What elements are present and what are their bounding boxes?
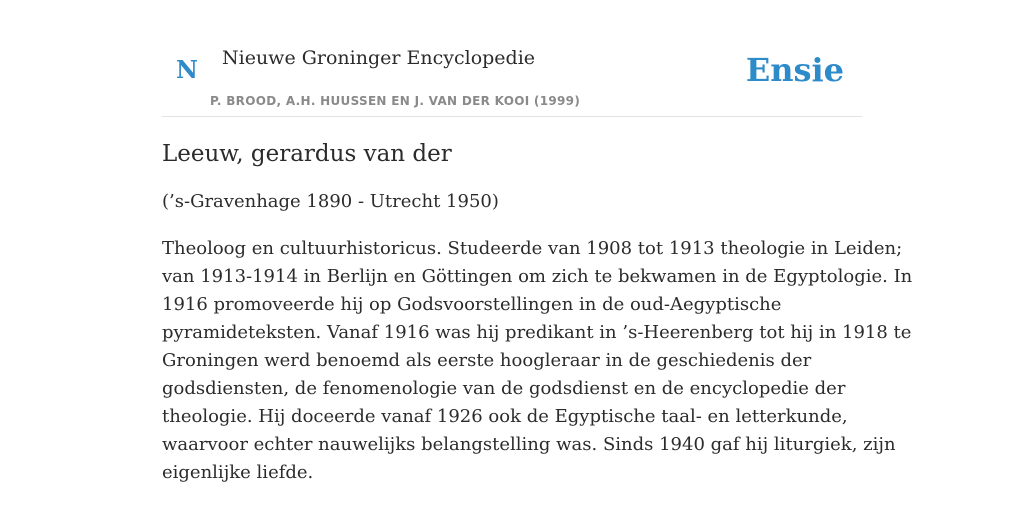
article-dates: (’s-Gravenhage 1890 - Utrecht 1950) [162, 191, 499, 212]
encyclopedia-title[interactable]: Nieuwe Groninger Encyclopedie [222, 47, 536, 69]
article-body-line: waarvoor echter nauwelijks belangstelling was. Sinds 1940 gaf hij liturgiek, zijn [162, 434, 896, 455]
encyclopedia-authors: P. BROOD, A.H. HUUSSEN EN J. VAN DER KOOI (1999) [210, 94, 581, 108]
encyclopedia-logo[interactable]: N [176, 55, 198, 84]
article [162, 136, 913, 487]
article-body-line: godsdiensten, de fenomenologie van de godsdienst en de encyclopedie der [162, 378, 846, 399]
article-body-line: eigenlijke liefde. [162, 462, 314, 483]
article-body [162, 235, 913, 487]
article-body-line: van 1913-1914 in Berlijn en Göttingen om zich te bekwamen in de Egyptologie. In [162, 266, 913, 287]
article-body-line: Theoloog en cultuurhistoricus. Studeerde van 1908 tot 1913 theologie in Leiden; [162, 238, 903, 259]
article-body-line: theologie. Hij doceerde vanaf 1926 ook de Egyptische taal- en letterkunde, [162, 406, 848, 427]
article-body-line: 1916 promoveerde hij op Godsvoorstellingen in de oud-Aegyptische [162, 294, 782, 315]
article-body-line: pyramideteksten. Vanaf 1916 was hij predikant in ’s-Heerenberg tot hij in 1918 te [162, 322, 912, 343]
ensie-logo[interactable]: Ensie [745, 51, 844, 89]
article-title: Leeuw, gerardus van der [162, 141, 452, 167]
encyclopedia-header [162, 0, 862, 117]
article-body-line: Groningen werd benoemd als eerste hoogleraar in de geschiedenis der [162, 350, 812, 371]
